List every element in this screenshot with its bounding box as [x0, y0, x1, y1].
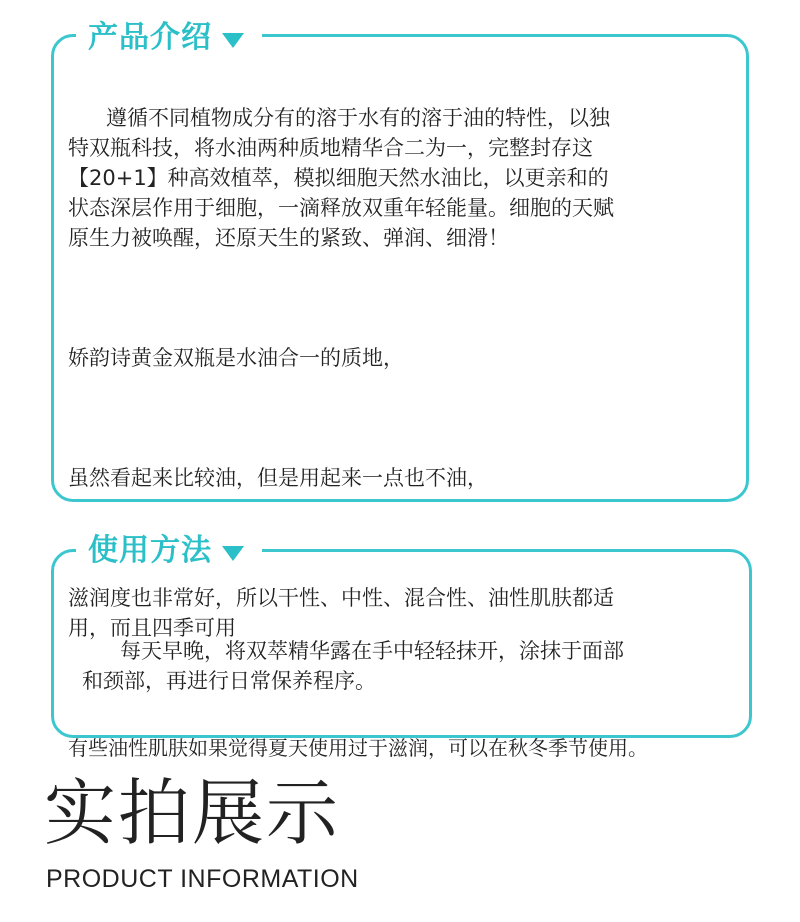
intro-paragraph-5: 有些油性肌肤如果觉得夏天使用过于滋润，可以在秋冬季节使用。 — [68, 736, 648, 760]
usage-heading — [76, 531, 262, 571]
usage-text — [82, 606, 742, 726]
intro-paragraph-2: 娇韵诗黄金双瓶是水油合一的质地， — [68, 346, 404, 370]
usage-paragraph: 每天早晚，将双萃精华露在手中轻轻抹开，涂抹于面部 和颈部，再进行日常保养程序。 — [82, 639, 624, 693]
intro-paragraph-3: 虽然看起来比较油，但是用起来一点也不油， — [68, 466, 488, 490]
triangle-down-icon — [222, 33, 244, 48]
section-title: 实拍展示 — [44, 771, 341, 855]
section-subtitle: PRODUCT INFORMATION — [46, 865, 359, 893]
intro-paragraph-1: 遵循不同植物成分有的溶于水有的溶于油的特性，以独 特双瓶科技，将水油两种质地精华合二为一，完整封存这 【20+1】种高效植萃，模拟细胞天然水油比，以更亲和的 状态深层作用于细胞，一滴释放双重年轻能量。细胞的天赋 原生力被唤醒，还原天生的紧致、弹润、细滑！ — [68, 106, 614, 250]
usage-title: 使用方法 — [88, 533, 212, 568]
intro-heading — [76, 18, 262, 58]
intro-title: 产品介绍 — [88, 20, 212, 55]
intro-paragraph-4: 滋润度也非常好，所以干性、中性、混合性、油性肌肤都适 用，而且四季可用 — [68, 586, 614, 640]
triangle-down-icon — [222, 546, 244, 561]
